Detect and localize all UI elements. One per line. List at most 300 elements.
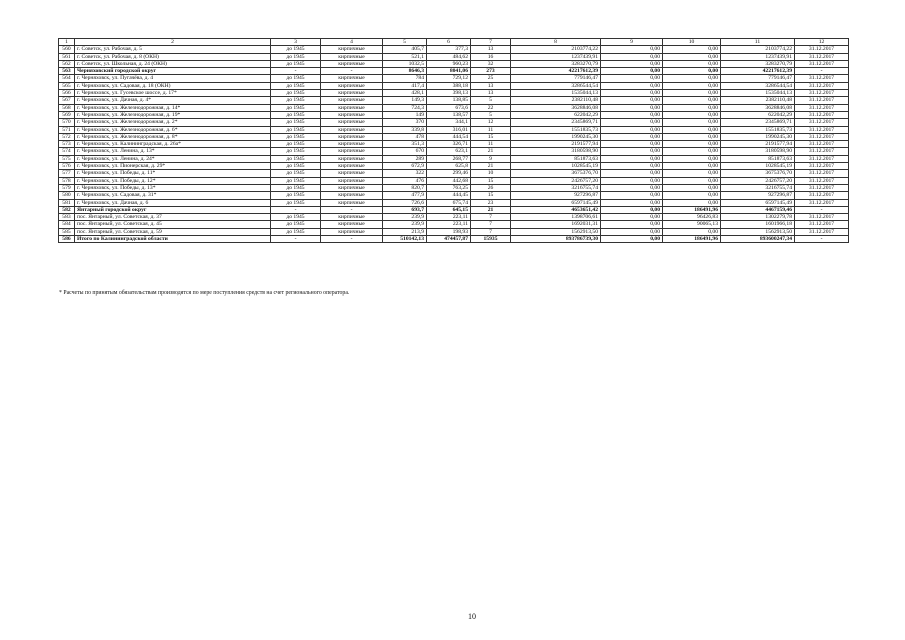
cell-address: Черняховский городской округ — [75, 68, 271, 75]
cell-year: до 1945 — [271, 148, 321, 155]
cell-cost: 3180598,90 — [511, 148, 601, 155]
cell-num: 567 — [59, 97, 75, 104]
header-cell-material: 4 — [321, 39, 383, 46]
cell-year: до 1945 — [271, 199, 321, 206]
cell-total-area: 1032,5 — [383, 60, 427, 67]
table-row — [59, 192, 849, 199]
cell-budget: 186491,96 — [663, 206, 721, 213]
cell-year: до 1945 — [271, 75, 321, 82]
cell-cost: 1535044,13 — [511, 90, 601, 97]
cell-fund: 0,00 — [601, 141, 663, 148]
cell-total-area: 289 — [383, 155, 427, 162]
cell-total-area: 428,1 — [383, 90, 427, 97]
cell-living-area: 388,18 — [427, 82, 471, 89]
cell-living-area: 444,45 — [427, 192, 471, 199]
cell-total-area: 521,1 — [383, 53, 427, 60]
cell-budget: 0,00 — [663, 170, 721, 177]
cell-deadline: 31.12.2017 — [795, 148, 849, 155]
cell-fund: 0,00 — [601, 75, 663, 82]
cell-fund: 0,00 — [601, 199, 663, 206]
cell-budget: 0,00 — [663, 119, 721, 126]
cell-year: до 1945 — [271, 97, 321, 104]
cell-address: г. Черняховск, ул. Калининградская, д. 26а* — [75, 141, 271, 148]
cell-residents: 32 — [471, 60, 511, 67]
cell-cost: 1028545,19 — [511, 163, 601, 170]
cell-cost: 2191577,94 — [511, 141, 601, 148]
cell-deadline: 31.12.2017 — [795, 221, 849, 228]
cell-cost: 779146,47 — [511, 75, 601, 82]
cell-residents: 273 — [471, 68, 511, 75]
cell-year: до 1945 — [271, 133, 321, 140]
cell-material: кирпичные — [321, 170, 383, 177]
cell-owners: 893600247,34 — [721, 236, 795, 243]
table-row — [59, 60, 849, 67]
table-row — [59, 53, 849, 60]
cell-deadline: 31.12.2017 — [795, 75, 849, 82]
table-row — [59, 75, 849, 82]
cell-budget: 186491,96 — [663, 236, 721, 243]
table-row — [59, 141, 849, 148]
cell-owners: 4467159,46 — [721, 206, 795, 213]
cell-address: пос. Янтарный, ул. Советская, д. 59 — [75, 228, 271, 235]
table-subtotal-row — [59, 206, 849, 213]
cell-year: до 1945 — [271, 111, 321, 118]
cell-budget: 0,00 — [663, 228, 721, 235]
cell-owners: 3283270,79 — [721, 60, 795, 67]
cell-total-area: 405,7 — [383, 46, 427, 53]
cell-owners: 1302279,78 — [721, 214, 795, 221]
cell-budget: 0,00 — [663, 53, 721, 60]
cell-budget: 0,00 — [663, 148, 721, 155]
cell-fund: 0,00 — [601, 206, 663, 213]
cell-fund: 0,00 — [601, 53, 663, 60]
cell-deadline: 31.12.2017 — [795, 228, 849, 235]
cell-material: кирпичные — [321, 46, 383, 53]
cell-deadline: 31.12.2017 — [795, 163, 849, 170]
cell-address: г. Черняховск, ул. Железнодорожная, д. 2* — [75, 119, 271, 126]
cell-living-area: 299,46 — [427, 170, 471, 177]
cell-year: до 1945 — [271, 184, 321, 191]
cell-total-area: 8646,3 — [383, 68, 427, 75]
cell-total-area: 820,7 — [383, 184, 427, 191]
cell-budget: 96426,83 — [663, 214, 721, 221]
cell-living-area: 223,11 — [427, 221, 471, 228]
cell-residents: 15 — [471, 177, 511, 184]
cell-fund: 0,00 — [601, 82, 663, 89]
cell-owners: 6597145,49 — [721, 199, 795, 206]
cell-material: кирпичные — [321, 163, 383, 170]
cell-budget: 0,00 — [663, 163, 721, 170]
footnote: * Расчеты по принятым обязательствам производятся по мере поступления средств на счет регионального оператора. — [59, 290, 350, 296]
cell-budget: 0,00 — [663, 90, 721, 97]
cell-deadline: 31.12.2017 — [795, 97, 849, 104]
cell-deadline: 31.12.2017 — [795, 126, 849, 133]
cell-cost: 2345869,71 — [511, 119, 601, 126]
cell-budget: 0,00 — [663, 133, 721, 140]
cell-year: до 1945 — [271, 155, 321, 162]
cell-material: кирпичные — [321, 177, 383, 184]
cell-deadline: 31.12.2017 — [795, 133, 849, 140]
cell-owners: 1535044,13 — [721, 90, 795, 97]
cell-fund: 0,00 — [601, 68, 663, 75]
cell-budget: 0,00 — [663, 192, 721, 199]
cell-material: кирпичные — [321, 75, 383, 82]
cell-living-area: 673,6 — [427, 104, 471, 111]
cell-material: кирпичные — [321, 184, 383, 191]
table-row — [59, 155, 849, 162]
cell-address: г. Черняховск, ул. Железнодорожная, д. 14* — [75, 104, 271, 111]
cell-fund: 0,00 — [601, 126, 663, 133]
cell-living-area: 474457,87 — [427, 236, 471, 243]
cell-num: 581 — [59, 199, 75, 206]
table-row — [59, 199, 849, 206]
cell-living-area: 763,25 — [427, 184, 471, 191]
cell-fund: 0,00 — [601, 192, 663, 199]
cell-address: г. Черняховск, ул. Победы, д. 13* — [75, 184, 271, 191]
cell-budget: 90065,13 — [663, 221, 721, 228]
cell-material: кирпичные — [321, 133, 383, 140]
cell-material: кирпичные — [321, 192, 383, 199]
header-cell-total-area: 5 — [383, 39, 427, 46]
cell-budget: 0,00 — [663, 126, 721, 133]
cell-fund: 0,00 — [601, 155, 663, 162]
cell-material: кирпичные — [321, 53, 383, 60]
cell-owners: 1551835,73 — [721, 126, 795, 133]
table-row — [59, 214, 849, 221]
cell-year: до 1945 — [271, 141, 321, 148]
cell-budget: 0,00 — [663, 75, 721, 82]
cell-fund: 0,00 — [601, 111, 663, 118]
cell-owners: 927296,87 — [721, 192, 795, 199]
cell-material: кирпичные — [321, 155, 383, 162]
cell-owners: 2426757,20 — [721, 177, 795, 184]
cell-cost: 4653651,42 — [511, 206, 601, 213]
cell-owners: 2191577,94 — [721, 141, 795, 148]
header-cell-fund: 9 — [601, 39, 663, 46]
cell-cost: 1562913,50 — [511, 228, 601, 235]
cell-num: 564 — [59, 75, 75, 82]
cell-material: кирпичные — [321, 214, 383, 221]
cell-total-area: 726,6 — [383, 199, 427, 206]
cell-fund: 0,00 — [601, 119, 663, 126]
cell-material: - — [321, 68, 383, 75]
cell-residents: 13 — [471, 46, 511, 53]
cell-residents: 7 — [471, 221, 511, 228]
cell-owners: 3180598,90 — [721, 148, 795, 155]
cell-owners: 3675376,70 — [721, 170, 795, 177]
cell-budget: 0,00 — [663, 68, 721, 75]
cell-living-area: 268,77 — [427, 155, 471, 162]
cell-residents: 11 — [471, 126, 511, 133]
cell-total-area: 478 — [383, 133, 427, 140]
cell-fund: 0,00 — [601, 163, 663, 170]
header-cell-budget: 10 — [663, 39, 721, 46]
cell-material: кирпичные — [321, 126, 383, 133]
cell-deadline: 31.12.2017 — [795, 141, 849, 148]
cell-owners: 2345869,71 — [721, 119, 795, 126]
cell-owners: 779146,47 — [721, 75, 795, 82]
cell-year: - — [271, 68, 321, 75]
cell-owners: 3628846,08 — [721, 104, 795, 111]
cell-fund: 0,00 — [601, 46, 663, 53]
cell-budget: 0,00 — [663, 111, 721, 118]
cell-owners: 3286544,54 — [721, 82, 795, 89]
cell-num: 570 — [59, 119, 75, 126]
cell-num: 565 — [59, 82, 75, 89]
cell-cost: 1990245,30 — [511, 133, 601, 140]
cell-deadline: 31.12.2017 — [795, 119, 849, 126]
cell-budget: 0,00 — [663, 155, 721, 162]
cell-num: 561 — [59, 53, 75, 60]
cell-address: г. Советск, ул. Рабочая, д. 5 — [75, 46, 271, 53]
cell-living-area: 316,01 — [427, 126, 471, 133]
cell-fund: 0,00 — [601, 148, 663, 155]
table-row — [59, 46, 849, 53]
cell-owners: 2382110,48 — [721, 97, 795, 104]
cell-num: 584 — [59, 221, 75, 228]
cell-address: Итого по Калининградской области — [75, 236, 271, 243]
cell-total-area: 672,9 — [383, 163, 427, 170]
cell-year: - — [271, 206, 321, 213]
cell-num: 577 — [59, 170, 75, 177]
table-row — [59, 133, 849, 140]
cell-fund: 0,00 — [601, 60, 663, 67]
cell-address: Янтарный городской округ — [75, 206, 271, 213]
cell-address: пос. Янтарный, ул. Советская, д. 37 — [75, 214, 271, 221]
cell-residents: 7 — [471, 214, 511, 221]
cell-address: г. Черняховск, ул. Победы, д. 12* — [75, 177, 271, 184]
cell-residents: 9 — [471, 155, 511, 162]
cell-owners: 1237439,91 — [721, 53, 795, 60]
cell-year: до 1945 — [271, 90, 321, 97]
cell-deadline: 31.12.2017 — [795, 82, 849, 89]
table-row — [59, 163, 849, 170]
cell-material: кирпичные — [321, 141, 383, 148]
cell-budget: 0,00 — [663, 46, 721, 53]
cell-living-area: 398,13 — [427, 90, 471, 97]
cell-deadline: 31.12.2017 — [795, 111, 849, 118]
cell-num: 560 — [59, 46, 75, 53]
cell-address: г. Советск, ул. Школьная, д. 24 (ОКН) — [75, 60, 271, 67]
cell-cost: 2103774,22 — [511, 46, 601, 53]
cell-deadline: - — [795, 68, 849, 75]
cell-year: до 1945 — [271, 170, 321, 177]
cell-address: г. Советск, ул. Рабочая, д. 8 (ОКН) — [75, 53, 271, 60]
cell-total-area: 510142,13 — [383, 236, 427, 243]
cell-year: до 1945 — [271, 177, 321, 184]
cell-fund: 0,00 — [601, 228, 663, 235]
cell-residents: 16 — [471, 53, 511, 60]
header-cell-deadline: 12 — [795, 39, 849, 46]
cell-material: кирпичные — [321, 221, 383, 228]
cell-year: до 1945 — [271, 192, 321, 199]
cell-owners: 851873,63 — [721, 155, 795, 162]
cell-total-area: 693,7 — [383, 206, 427, 213]
cell-fund: 0,00 — [601, 170, 663, 177]
cell-budget: 0,00 — [663, 104, 721, 111]
page-number: 10 — [468, 612, 476, 621]
cell-year: до 1945 — [271, 82, 321, 89]
cell-residents: 22 — [471, 104, 511, 111]
cell-address: г. Черняховск, ул. Победы, д. 11* — [75, 170, 271, 177]
cell-residents: 26 — [471, 184, 511, 191]
cell-address: г. Черняховск, ул. Железнодорожная, д. 8* — [75, 133, 271, 140]
table-subtotal-row — [59, 236, 849, 243]
cell-fund: 0,00 — [601, 214, 663, 221]
cell-year: до 1945 — [271, 221, 321, 228]
table-row — [59, 221, 849, 228]
cell-address: г. Черняховск, ул. Железнодорожная, д. 19* — [75, 111, 271, 118]
cell-residents: 15935 — [471, 236, 511, 243]
cell-year: до 1945 — [271, 46, 321, 53]
cell-residents: 10 — [471, 170, 511, 177]
cell-deadline: 31.12.2017 — [795, 170, 849, 177]
cell-cost: 42217612,39 — [511, 68, 601, 75]
table-row — [59, 104, 849, 111]
header-cell-year: 3 — [271, 39, 321, 46]
cell-owners: 1990245,30 — [721, 133, 795, 140]
cell-living-area: 484,62 — [427, 53, 471, 60]
table-row — [59, 111, 849, 118]
cell-num: 586 — [59, 236, 75, 243]
cell-total-area: 239,9 — [383, 214, 427, 221]
cell-living-area: 625,8 — [427, 163, 471, 170]
cell-residents: 13 — [471, 82, 511, 89]
cell-year: до 1945 — [271, 126, 321, 133]
cell-living-area: 326,71 — [427, 141, 471, 148]
cell-total-area: 784 — [383, 75, 427, 82]
cell-material: кирпичные — [321, 119, 383, 126]
cell-year: до 1945 — [271, 104, 321, 111]
cell-total-area: 476 — [383, 177, 427, 184]
cell-address: г. Черняховск, ул. Ленина, д. 24* — [75, 155, 271, 162]
cell-cost: 3283270,79 — [511, 60, 601, 67]
table-row — [59, 228, 849, 235]
cell-fund: 0,00 — [601, 90, 663, 97]
cell-total-area: 670 — [383, 148, 427, 155]
cell-cost: 6597145,49 — [511, 199, 601, 206]
cell-material: кирпичные — [321, 228, 383, 235]
cell-fund: 0,00 — [601, 97, 663, 104]
table-subtotal-row — [59, 68, 849, 75]
cell-cost: 927296,87 — [511, 192, 601, 199]
cell-cost: 1551835,73 — [511, 126, 601, 133]
table-row — [59, 184, 849, 191]
cell-total-area: 417,4 — [383, 82, 427, 89]
cell-address: г. Черняховск, ул. Дачная, д. 4* — [75, 97, 271, 104]
cell-address: г. Черняховск, ул. Дачная, д. 6 — [75, 199, 271, 206]
cell-owners: 1601966,18 — [721, 221, 795, 228]
cell-living-area: 377,3 — [427, 46, 471, 53]
cell-deadline: 31.12.2017 — [795, 214, 849, 221]
cell-material: кирпичные — [321, 90, 383, 97]
cell-deadline: 31.12.2017 — [795, 104, 849, 111]
header-cell-cost: 8 — [511, 39, 601, 46]
cell-deadline: 31.12.2017 — [795, 192, 849, 199]
cell-living-area: 8041,06 — [427, 68, 471, 75]
cell-residents: 25 — [471, 75, 511, 82]
cell-address: г. Черняховск, ул. Садовая, д. 18 (ОКН) — [75, 82, 271, 89]
cell-owners: 3216755,74 — [721, 184, 795, 191]
cell-budget: 0,00 — [663, 141, 721, 148]
cell-num: 583 — [59, 214, 75, 221]
cell-living-area: 675,74 — [427, 199, 471, 206]
cell-living-area: 960,23 — [427, 60, 471, 67]
cell-fund: 0,00 — [601, 133, 663, 140]
cell-residents: 15 — [471, 133, 511, 140]
cell-residents: 15 — [471, 192, 511, 199]
cell-cost: 851873,63 — [511, 155, 601, 162]
cell-residents: 23 — [471, 199, 511, 206]
cell-cost: 1237439,91 — [511, 53, 601, 60]
cell-living-area: 623,1 — [427, 148, 471, 155]
cell-deadline: 31.12.2017 — [795, 184, 849, 191]
cell-budget: 0,00 — [663, 60, 721, 67]
cell-fund: 0,00 — [601, 177, 663, 184]
cell-year: до 1945 — [271, 163, 321, 170]
cell-year: - — [271, 236, 321, 243]
cell-owners: 1028545,19 — [721, 163, 795, 170]
cell-living-area: 729,12 — [427, 75, 471, 82]
cell-budget: 0,00 — [663, 177, 721, 184]
cell-cost: 1692031,31 — [511, 221, 601, 228]
cell-deadline: 31.12.2017 — [795, 90, 849, 97]
cell-deadline: 31.12.2017 — [795, 46, 849, 53]
table-row — [59, 148, 849, 155]
header-cell-residents: 7 — [471, 39, 511, 46]
cell-material: кирпичные — [321, 104, 383, 111]
cell-year: до 1945 — [271, 228, 321, 235]
cell-num: 563 — [59, 68, 75, 75]
cell-cost: 3216755,74 — [511, 184, 601, 191]
cell-num: 579 — [59, 184, 75, 191]
table-row — [59, 177, 849, 184]
cell-num: 575 — [59, 155, 75, 162]
cell-total-area: 239,9 — [383, 221, 427, 228]
cell-budget: 0,00 — [663, 199, 721, 206]
cell-cost: 893786739,30 — [511, 236, 601, 243]
cell-material: кирпичные — [321, 148, 383, 155]
cell-address: г. Черняховск, ул. Гусевское шоссе, д. 17* — [75, 90, 271, 97]
cell-deadline: 31.12.2017 — [795, 155, 849, 162]
cell-deadline: 31.12.2017 — [795, 199, 849, 206]
cell-year: до 1945 — [271, 53, 321, 60]
cell-residents: 5 — [471, 111, 511, 118]
cell-residents: 21 — [471, 206, 511, 213]
header-cell-address: 2 — [75, 39, 271, 46]
cell-address: г. Черняховск, ул. Железнодорожная, д. 6* — [75, 126, 271, 133]
cell-living-area: 138,85 — [427, 97, 471, 104]
cell-num: 574 — [59, 148, 75, 155]
cell-cost: 2382110,48 — [511, 97, 601, 104]
cell-total-area: 724,3 — [383, 104, 427, 111]
cell-num: 562 — [59, 60, 75, 67]
table-row — [59, 82, 849, 89]
header-cell-num: 1 — [59, 39, 75, 46]
cell-year: до 1945 — [271, 60, 321, 67]
cell-material: кирпичные — [321, 82, 383, 89]
table-row — [59, 126, 849, 133]
cell-num: 580 — [59, 192, 75, 199]
cell-address: г. Черняховск, ул. Ленина, д. 13* — [75, 148, 271, 155]
cell-residents: 12 — [471, 119, 511, 126]
cell-num: 568 — [59, 104, 75, 111]
cell-address: пос. Янтарный, ул. Советская, д. 45 — [75, 221, 271, 228]
header-cell-owners: 11 — [721, 39, 795, 46]
cell-budget: 0,00 — [663, 82, 721, 89]
cell-cost: 3628846,08 — [511, 104, 601, 111]
cell-fund: 0,00 — [601, 184, 663, 191]
